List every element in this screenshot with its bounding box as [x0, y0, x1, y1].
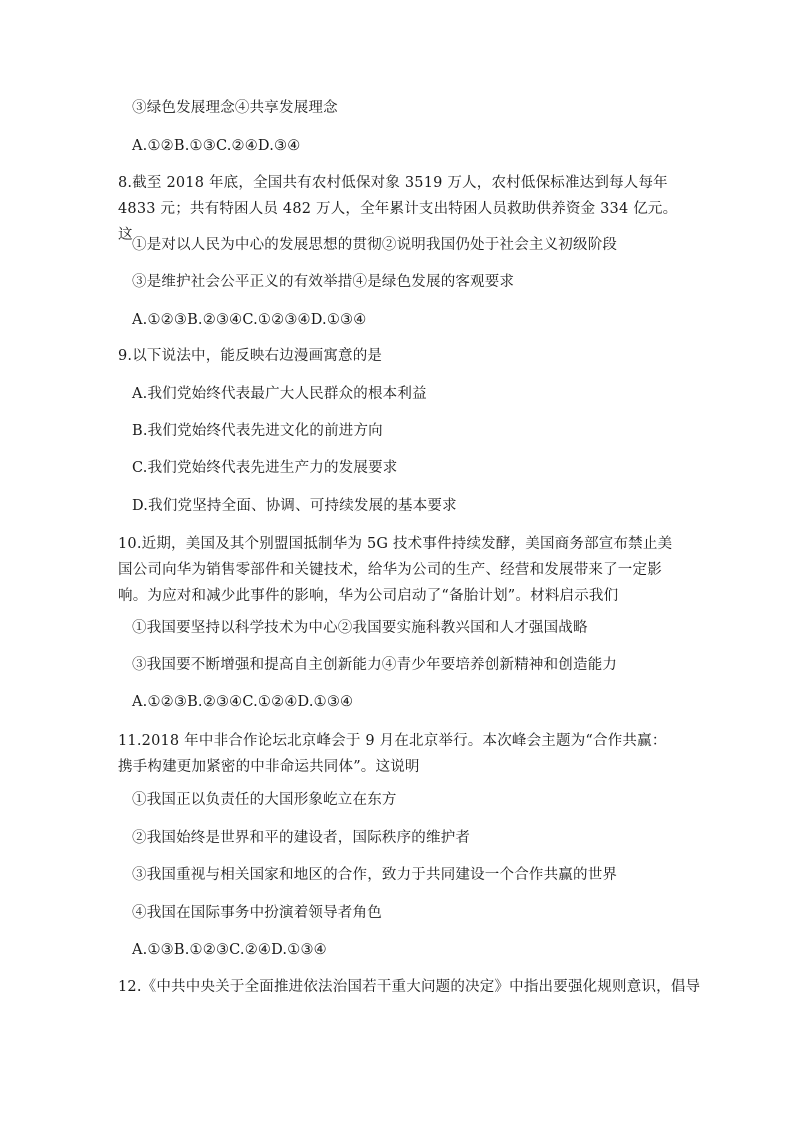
q11-item-3: ③我国重视与相关国家和地区的合作，致力于共同建设一个合作共赢的世界	[132, 867, 618, 883]
q8-stem: 8.截至 2018 年底，全国共有农村低保对象 3519 万人，农村低保标准达到每人每年 4833 元；共有特困人员 482 万人，全年累计支出特困人员救助供养资金 334 亿元。这	[118, 175, 678, 243]
q9-option-b: B.我们党始终代表先进文化的前进方向	[132, 423, 383, 439]
q9-stem: 9.以下说法中，能反映右边漫画寓意的是	[118, 348, 383, 364]
q9-option-a: A.我们党始终代表最广大人民群众的根本利益	[132, 386, 427, 402]
q7-item-34: ③绿色发展理念④共享发展理念	[132, 100, 338, 116]
q8-item-34: ③是维护社会公平正义的有效举措④是绿色发展的客观要求	[132, 274, 515, 290]
q9-option-d: D.我们党坚持全面、协调、可持续发展的基本要求	[132, 498, 457, 514]
q11-stem: 11.2018 年中非合作论坛北京峰会于 9 月在北京举行。本次峰会主题为“合作共赢：携手构建更加紧密的中非命运共同体”。这说明	[118, 733, 667, 775]
q8-item-12: ①是对以人民为中心的发展思想的贯彻②说明我国仍处于社会主义初级阶段	[132, 237, 618, 253]
q11-choices: A.①③B.①②③C.②④D.①③④	[132, 942, 327, 958]
q11-item-4: ④我国在国际事务中扮演着领导者角色	[132, 905, 382, 921]
q11-item-1: ①我国正以负责任的大国形象屹立在东方	[132, 792, 397, 808]
q10-choices: A.①②③B.②③④C.①②④D.①③④	[132, 694, 354, 710]
q10-item-34: ③我国要不断增强和提高自主创新能力④青少年要培养创新精神和创造能力	[132, 657, 618, 673]
q10-item-12: ①我国要坚持以科学技术为中心②我国要实施科教兴国和人才强国战略	[132, 620, 588, 636]
q11-item-2: ②我国始终是世界和平的建设者，国际秩序的维护者	[132, 830, 471, 846]
q12-stem: 12.《中共中央关于全面推进依法治国若干重大问题的决定》中指出要强化规则意识，倡导	[118, 979, 701, 995]
q7-choices: A.①②B.①③C.②④D.③④	[132, 138, 301, 154]
q9-option-c: C.我们党始终代表先进生产力的发展要求	[132, 460, 398, 476]
q10-stem: 10.近期，美国及其个别盟国抵制华为 5G 技术事件持续发酵，美国商务部宣布禁止美国公司向华为销售零部件和关键技术，给华为公司的生产、经营和发展带来了一定影响。为应对和减少此事件的影响，华为公司启动了“备胎计划”。材料启示我们	[118, 536, 673, 604]
q8-choices: A.①②③B.②③④C.①②③④D.①③④	[132, 312, 367, 328]
